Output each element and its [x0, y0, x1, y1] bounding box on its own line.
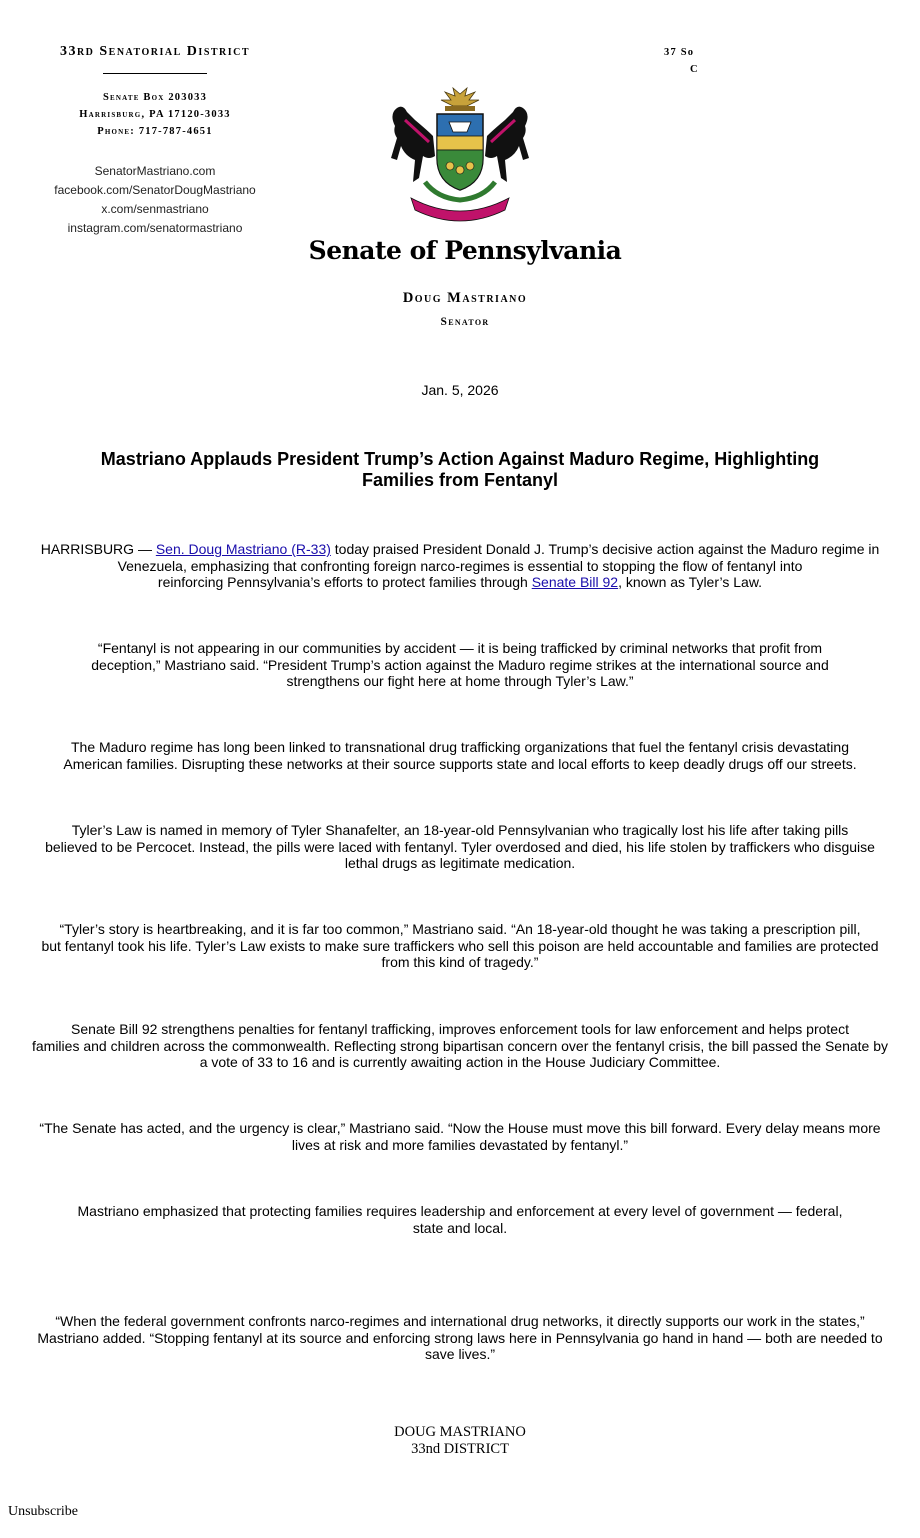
- paragraph-5: [0, 921, 920, 971]
- p1-text: today praised President Donald J. Trump’s decisive action against the Maduro regime in: [330, 541, 880, 557]
- right-line-2: C: [690, 64, 699, 75]
- p6-line: Senate Bill 92 strengthens penalties for fentanyl trafficking, improves enforcement tools for law enforcement and helps protect: [71, 1021, 849, 1037]
- paragraph-3: [0, 739, 920, 772]
- p3-line: American families. Disrupting these networks at their source supports state and local efforts to keep deadly drugs off our streets.: [63, 755, 857, 772]
- senator-profile-link[interactable]: Sen. Doug Mastriano (R-33): [155, 541, 331, 557]
- p6-line: families and children across the commonwealth. Reflecting strong bipartisan concern over the fentanyl crisis, the bill passed the Senate by: [31, 1037, 888, 1054]
- letterhead-right: [664, 44, 864, 78]
- p5-line: from this kind of tragedy.”: [381, 954, 539, 970]
- paragraph-9: [0, 1313, 920, 1363]
- senate-box: Senate Box 203033: [102, 92, 208, 103]
- headline: [0, 449, 920, 491]
- senate-bill-92-link[interactable]: Senate Bill 92: [531, 574, 619, 590]
- headline-line-2: Families from Fentanyl: [361, 470, 559, 490]
- signature-name: DOUG MASTRIANO: [394, 1424, 526, 1440]
- pennsylvania-seal-icon: [375, 86, 545, 226]
- p9-line: “When the federal government confronts narco-regimes and international drug networks, it directly supports our work in the states,”: [55, 1313, 865, 1329]
- paragraph-4: [0, 822, 920, 872]
- p5-line: but fentanyl took his life. Tyler’s Law exists to make sure traffickers who sell this poison are held accountable and families are protected: [41, 937, 879, 954]
- city-line: Harrisburg, PA 17120-3033: [79, 109, 231, 120]
- release-date: Jan. 5, 2026: [421, 382, 499, 398]
- paragraph-1: [0, 541, 920, 591]
- p6-line: a vote of 33 to 16 and is currently awaiting action in the House Judiciary Committee.: [199, 1054, 721, 1070]
- signature-block: [300, 1424, 620, 1458]
- p1-line-3a: reinforcing Pennsylvania’s efforts to protect families through: [157, 574, 532, 590]
- social-links: [0, 162, 310, 238]
- p3-line: The Maduro regime has long been linked to transnational drug trafficking organizations that fuel the fentanyl crisis devastating: [71, 739, 849, 755]
- senator-title: Senator: [440, 316, 490, 328]
- p4-line: Tyler’s Law is named in memory of Tyler Shanafelter, an 18-year-old Pennsylvanian who tragically lost his life after taking pills: [71, 822, 849, 838]
- signature-district: 33nd DISTRICT: [411, 1441, 509, 1457]
- letterhead-divider: [103, 73, 207, 74]
- paragraph-8: [0, 1203, 920, 1236]
- paragraph-6: [0, 1021, 920, 1071]
- unsubscribe-link[interactable]: Unsubscribe: [8, 1504, 78, 1519]
- p8-line: Mastriano emphasized that protecting families requires leadership and enforcement at every level of government — federal,: [77, 1203, 843, 1219]
- facebook-link[interactable]: facebook.com/SenatorDougMastriano: [54, 183, 256, 197]
- address-block: [0, 89, 310, 140]
- senate-wordmark: Senate of Pennsylvania: [308, 236, 622, 265]
- x-link[interactable]: x.com/senmastriano: [101, 202, 209, 216]
- p9-line: Mastriano added. “Stopping fentanyl at its source and enforcing strong laws here in Pennsylvania go hand in hand — both are needed to: [37, 1329, 883, 1346]
- phone-line: Phone: 717-787-4651: [97, 126, 213, 137]
- website-link[interactable]: SenatorMastriano.com: [94, 164, 216, 178]
- letterhead-left: [0, 44, 310, 238]
- p9-line: save lives.”: [424, 1346, 496, 1362]
- p2-line: “Fentanyl is not appearing in our communities by accident — it is being trafficked by criminal networks that profit from: [97, 640, 823, 656]
- p2-line: strengthens our fight here at home through Tyler’s Law.”: [286, 673, 634, 689]
- p8-line: state and local.: [412, 1219, 508, 1236]
- p1-line-2: Venezuela, emphasizing that confronting foreign narco-regimes is essential to stopping the flow of fentanyl into: [117, 557, 803, 574]
- p7-line: lives at risk and more families devastated by fentanyl.”: [291, 1136, 629, 1153]
- p7-line: “The Senate has acted, and the urgency is clear,” Mastriano said. “Now the House must move this bill forward. Every delay means more: [39, 1120, 881, 1136]
- p2-line: deception,” Mastriano said. “President Trump’s action against the Maduro regime strikes at the international source and: [91, 656, 829, 673]
- right-line-1: 37 So: [664, 47, 695, 58]
- paragraph-2: [0, 640, 920, 690]
- p5-line: “Tyler’s story is heartbreaking, and it is far too common,” Mastriano said. “An 18-year-old thought he was taking a prescription pill,: [59, 921, 861, 937]
- instagram-link[interactable]: instagram.com/senatormastriano: [67, 221, 243, 235]
- p4-line: lethal drugs as legitimate medication.: [344, 855, 576, 871]
- paragraph-7: [0, 1120, 920, 1153]
- district-title: 33rd Senatorial District: [59, 44, 251, 59]
- p4-line: believed to be Percocet. Instead, the pills were laced with fentanyl. Tyler overdosed and died, his life stolen by traffickers who disguise: [45, 838, 875, 855]
- headline-line-1: Mastriano Applauds President Trump’s Action Against Maduro Regime, Highlighting: [100, 449, 820, 469]
- dateline: HARRISBURG —: [40, 541, 156, 557]
- senator-name: Doug Mastriano: [402, 290, 528, 306]
- p1-line-3b: , known as Tyler’s Law.: [618, 574, 763, 590]
